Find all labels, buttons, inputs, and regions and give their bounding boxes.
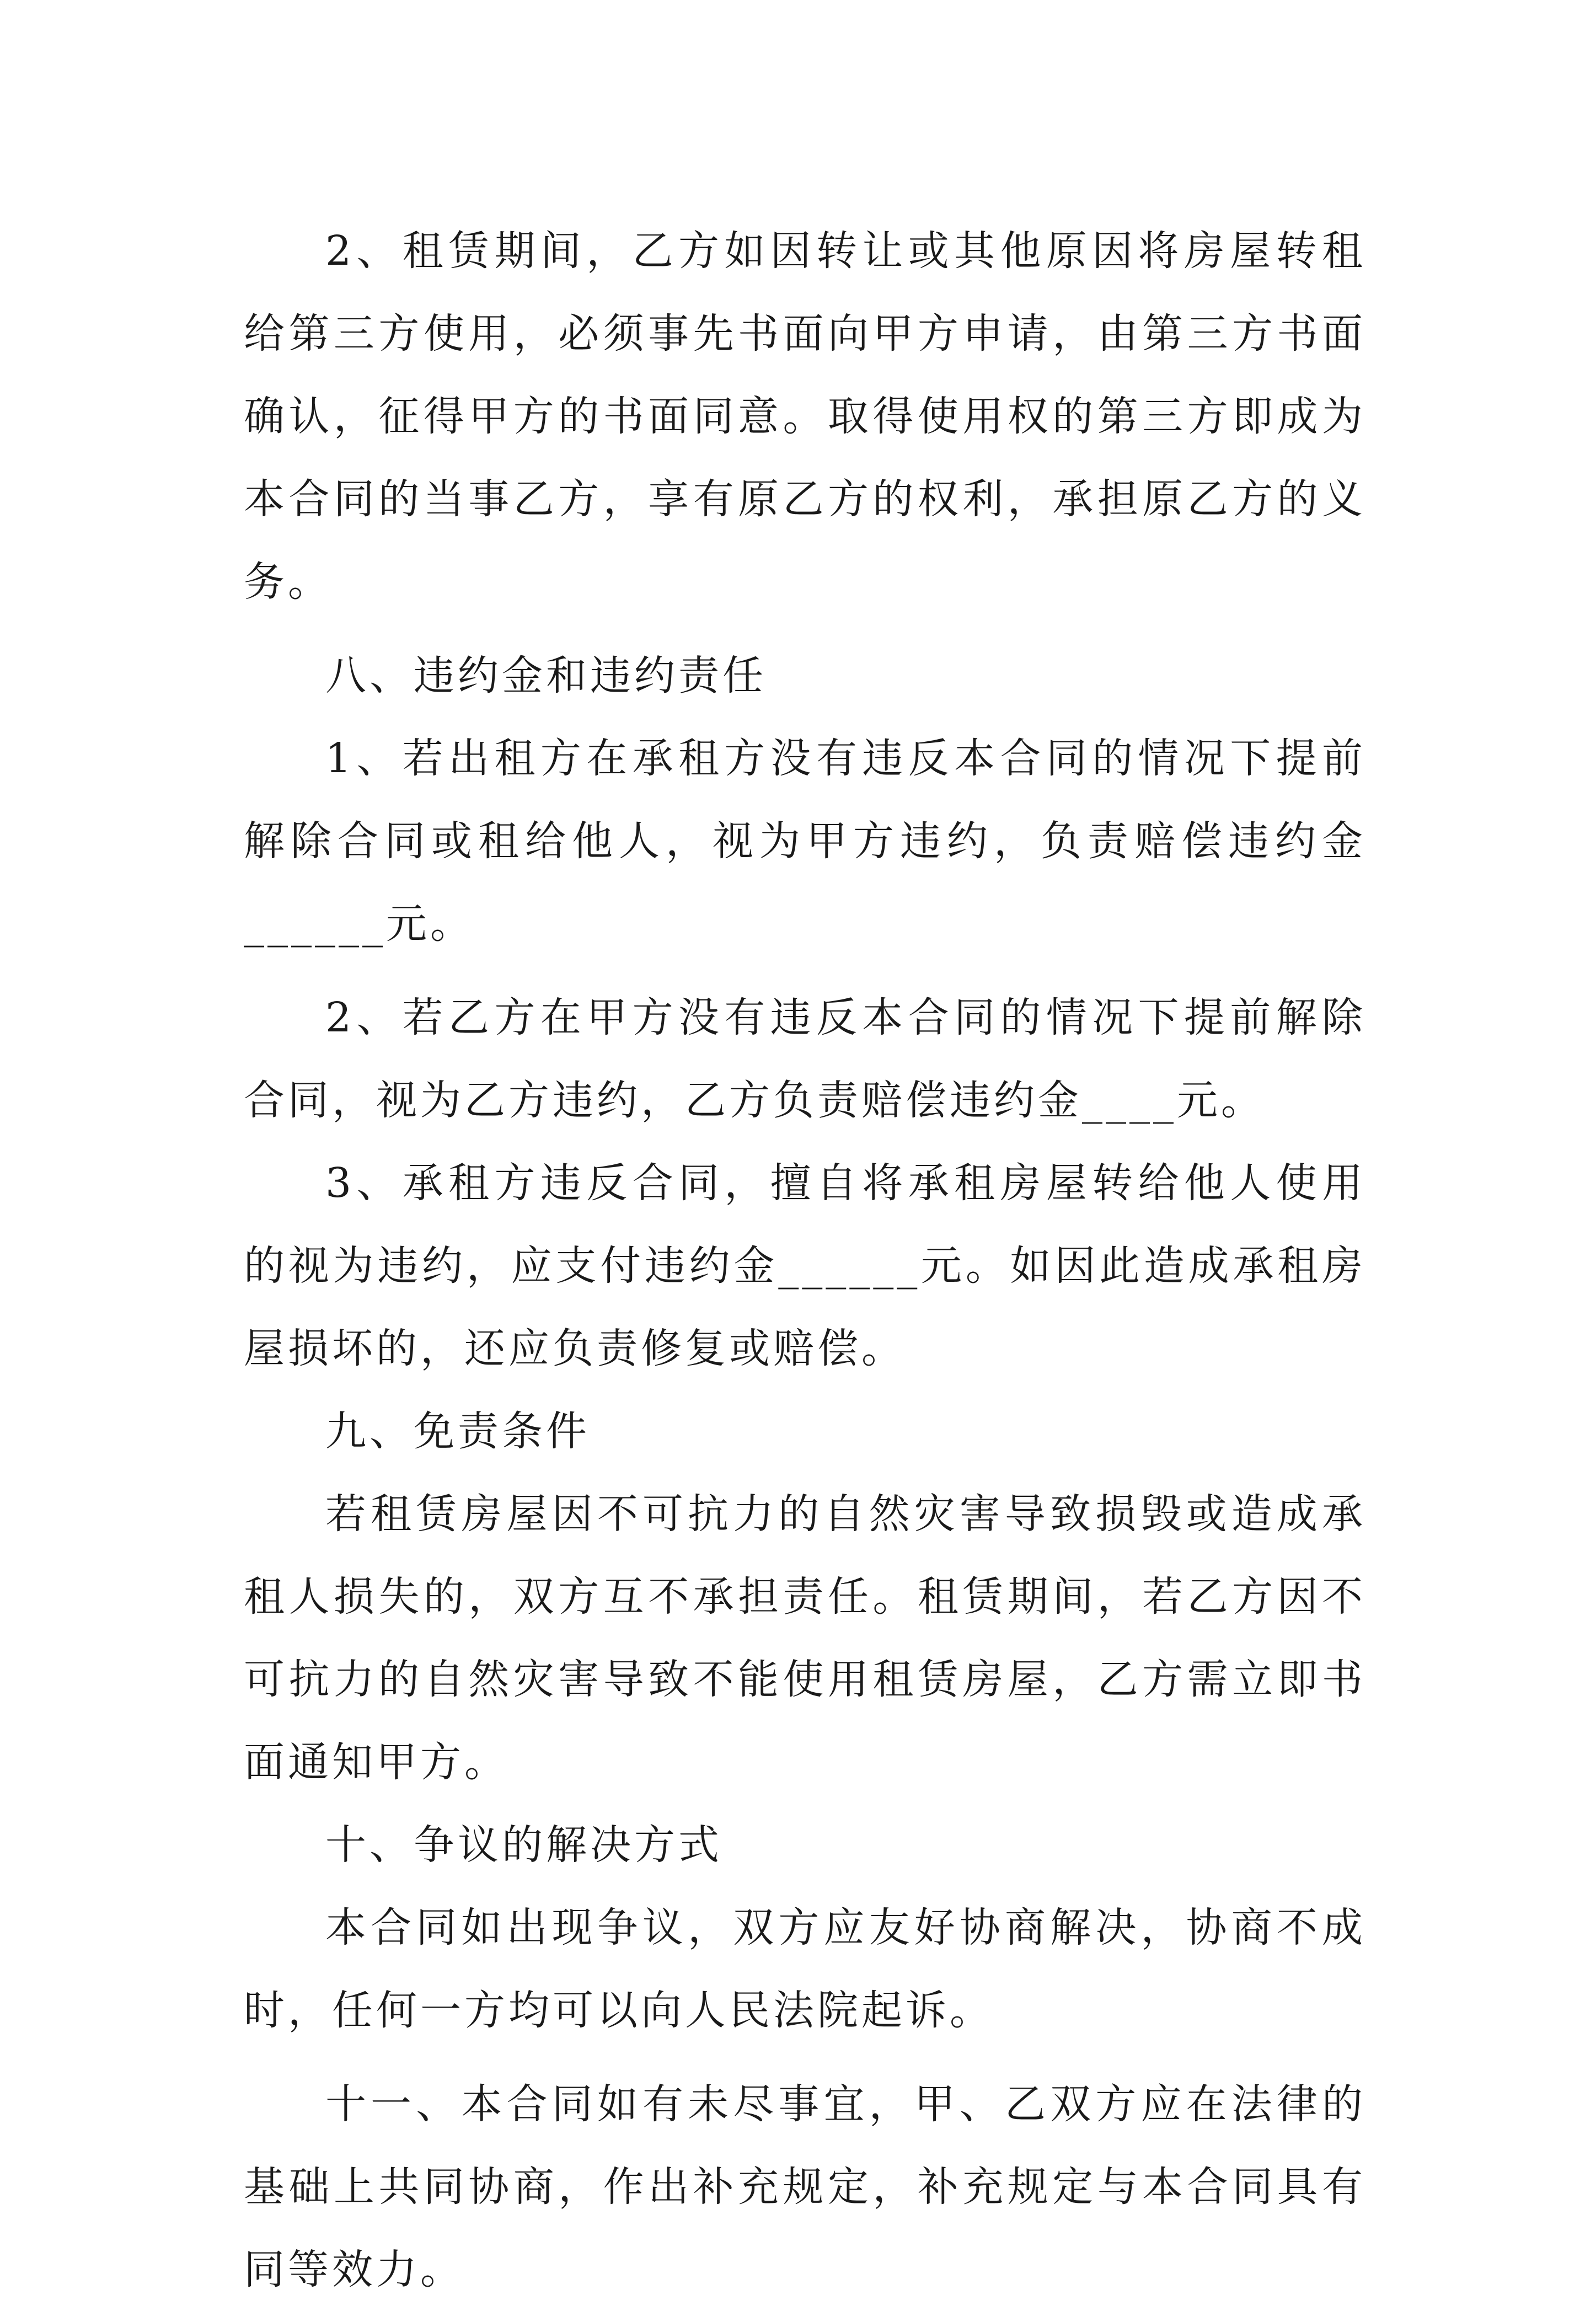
section-heading-10: 十、争议的解决方式 bbox=[325, 1821, 722, 1869]
paragraph-clause-8-3: 3、承租方违反合同，擅自将承租房屋转给他人使用的视为违约，应支付违约金______元。如因此造成承租房屋损坏的，还应负责修复或赔偿。 bbox=[244, 1159, 1366, 1372]
paragraph-clause-8-1: 1、若出租方在承租方没有违反本合同的情况下提前解除合同或租给他人，视为甲方违约，负责赔偿违约金______元。 bbox=[244, 735, 1366, 948]
paragraph-clause-7-2: 2、租赁期间，乙方如因转让或其他原因将房屋转租给第三方使用，必须事先书面向甲方申请，由第三方书面确认，征得甲方的书面同意。取得使用权的第三方即成为本合同的当事乙方，享有原乙方的权利，承担原乙方的义务。 bbox=[244, 227, 1366, 606]
paragraph-clause-9: 若租赁房屋因不可抗力的自然灾害导致损毁或造成承租人损失的，双方互不承担责任。租赁期间，若乙方因不可抗力的自然灾害导致不能使用租赁房屋，乙方需立即书面通知甲方。 bbox=[244, 1490, 1366, 1786]
section-heading-9: 九、免责条件 bbox=[325, 1408, 590, 1455]
paragraph-clause-10: 本合同如出现争议，双方应友好协商解决，协商不成时，任何一方均可以向人民法院起诉。 bbox=[244, 1904, 1366, 2034]
paragraph-clause-11: 十一、本合同如有未尽事宜，甲、乙双方应在法律的基础上共同协商，作出补充规定，补充规定与本合同具有同等效力。 bbox=[244, 2080, 1366, 2293]
paragraph-clause-8-2: 2、若乙方在甲方没有违反本合同的情况下提前解除合同，视为乙方违约，乙方负责赔偿违约金____元。 bbox=[244, 994, 1366, 1124]
document-body bbox=[244, 210, 1366, 2311]
section-heading-8: 八、违约金和违约责任 bbox=[325, 652, 767, 699]
